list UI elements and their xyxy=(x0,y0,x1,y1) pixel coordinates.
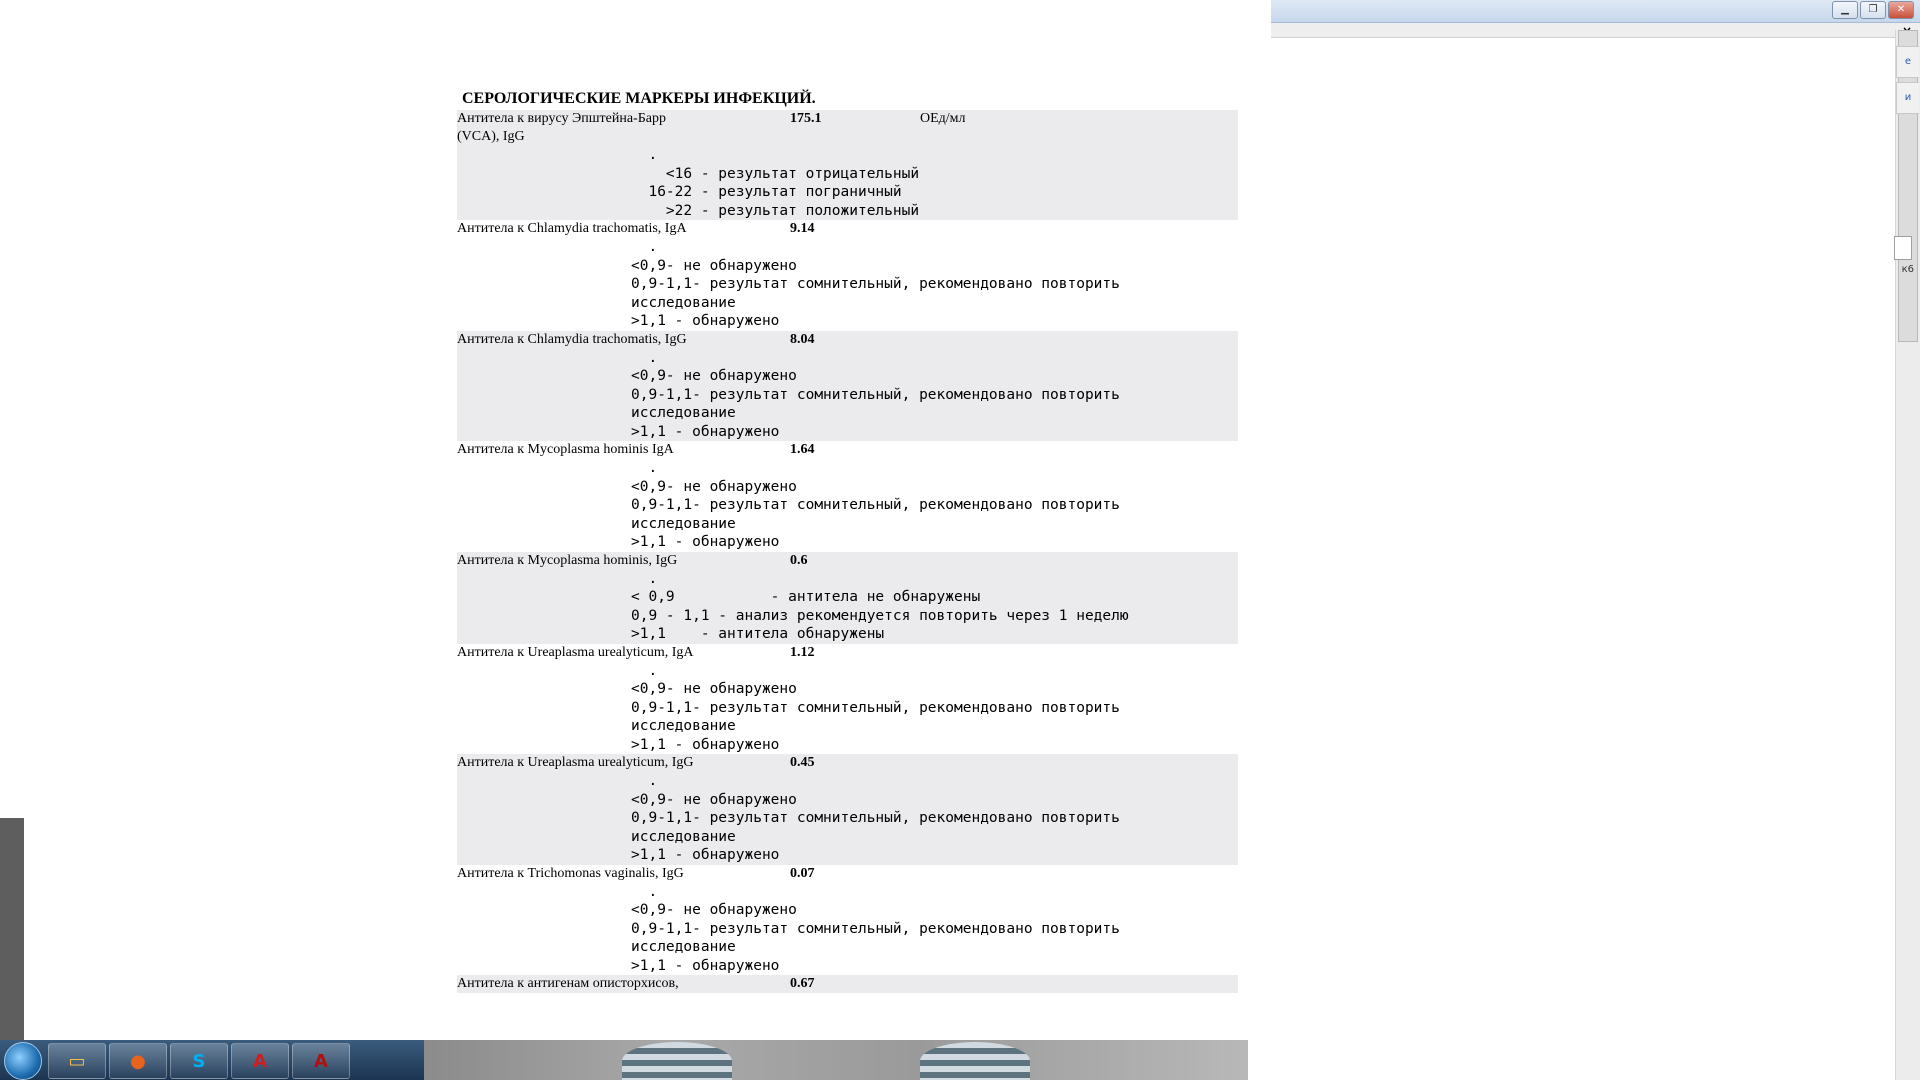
test-name: Антитела к Trichomonas vaginalis, IgG xyxy=(457,865,684,881)
reference-ranges: . <0,9- не обнаружено 0,9-1,1- результат сомнительный, рекомендовано повторить исследование >1,1 - обнаружено xyxy=(631,773,1120,863)
result-row-header xyxy=(457,331,1238,349)
windows-explorer-icon: ▭ xyxy=(68,1050,86,1072)
maximize-button[interactable]: ❐ xyxy=(1860,1,1886,19)
test-unit xyxy=(920,644,1238,662)
wallpaper-decoration xyxy=(622,1042,732,1080)
side-tabs xyxy=(1896,46,1920,118)
test-value: 0.45 xyxy=(790,755,815,770)
toolbar-strip xyxy=(1271,23,1920,38)
result-row xyxy=(457,865,1238,976)
taskbar-app-button[interactable] xyxy=(48,1043,106,1079)
test-name: Антитела к Chlamydia trachomatis, IgA xyxy=(457,221,687,236)
result-row-header xyxy=(457,644,1238,662)
section-title: СЕРОЛОГИЧЕСКИЕ МАРКЕРЫ ИНФЕКЦИЙ. xyxy=(462,90,816,107)
result-row-header xyxy=(457,552,1238,570)
acrobat-icon: A xyxy=(253,1050,267,1072)
start-button[interactable] xyxy=(4,1042,42,1080)
taskbar-app-button[interactable] xyxy=(109,1043,167,1079)
test-unit xyxy=(920,331,1238,349)
test-unit xyxy=(920,220,1238,238)
result-row-header xyxy=(457,865,1238,883)
taskbar xyxy=(0,1040,424,1080)
side-label: к6 xyxy=(1901,264,1914,275)
test-name: Антитела к Ureaplasma urealyticum, IgA xyxy=(457,644,694,660)
result-row-header xyxy=(457,975,1238,993)
results-table xyxy=(457,110,1238,993)
test-value: 0.6 xyxy=(790,552,808,568)
test-unit xyxy=(920,975,1238,993)
reference-ranges: . <0,9- не обнаружено 0,9-1,1- результат сомнительный, рекомендовано повторить исследование >1,1 - обнаружено xyxy=(631,460,1120,550)
test-name: Антитела к Mycoplasma hominis IgA xyxy=(457,442,674,457)
test-unit xyxy=(920,441,1238,459)
window-close-button[interactable]: ✕ xyxy=(1888,1,1914,19)
test-name: Антитела к вирусу Эпштейна-Барр xyxy=(457,111,666,126)
desktop-wallpaper xyxy=(424,1040,1248,1080)
background-window-titlebar xyxy=(1271,0,1920,23)
result-row-header xyxy=(457,441,1238,459)
acrobat-reader-icon: A xyxy=(314,1050,328,1072)
left-edge-panel xyxy=(0,818,24,1040)
skype-icon: S xyxy=(192,1050,206,1072)
minimize-button[interactable]: ▁ xyxy=(1832,1,1858,19)
result-row xyxy=(457,975,1238,993)
taskbar-app-button[interactable] xyxy=(170,1043,228,1079)
window-controls xyxy=(1832,1,1914,19)
side-tab-2[interactable]: и xyxy=(1896,82,1919,114)
test-value: 0.67 xyxy=(790,976,815,991)
result-row xyxy=(457,754,1238,865)
side-input-field[interactable] xyxy=(1894,236,1912,260)
test-value: 0.07 xyxy=(790,865,815,881)
result-row-header xyxy=(457,110,1238,128)
taskbar-app-button[interactable] xyxy=(231,1043,289,1079)
result-row-header xyxy=(457,220,1238,238)
test-value: 1.12 xyxy=(790,644,815,660)
test-name: Антитела к антигенам описторхисов, xyxy=(457,976,679,991)
result-row xyxy=(457,441,1238,552)
vertical-scrollbar[interactable] xyxy=(1895,30,1920,1080)
result-row xyxy=(457,220,1238,331)
taskbar-app-button[interactable] xyxy=(292,1043,350,1079)
result-row xyxy=(457,331,1238,442)
test-unit xyxy=(920,754,1238,772)
result-row xyxy=(457,644,1238,755)
result-row xyxy=(457,110,1238,220)
result-row xyxy=(457,552,1238,644)
test-unit xyxy=(920,552,1238,570)
test-unit xyxy=(920,865,1238,883)
result-row-header xyxy=(457,754,1238,772)
background-window xyxy=(1271,0,1920,1080)
test-name: Антитела к Chlamydia trachomatis, IgG xyxy=(457,331,687,347)
reference-ranges: . <0,9- не обнаружено 0,9-1,1- результат сомнительный, рекомендовано повторить исследование >1,1 - обнаружено xyxy=(631,883,1120,974)
reference-ranges: . < 0,9 - антитела не обнаружены 0,9 - 1,1 - анализ рекомендуется повторить через 1 неделю >1,1 - антитела обнаружены xyxy=(631,570,1129,642)
firefox-icon: ● xyxy=(130,1050,146,1072)
document-page xyxy=(24,0,1271,1040)
test-name-continued: (VCA), IgG xyxy=(457,129,525,144)
test-value: 9.14 xyxy=(790,221,815,236)
reference-ranges: . <16 - результат отрицательный 16-22 - результат пограничный >22 - результат положительный xyxy=(648,147,920,219)
reference-ranges: . <0,9- не обнаружено 0,9-1,1- результат сомнительный, рекомендовано повторить исследование >1,1 - обнаружено xyxy=(631,239,1120,329)
side-tab-1[interactable]: е xyxy=(1896,46,1919,78)
test-unit: ОЕд/мл xyxy=(920,111,966,126)
reference-ranges: . <0,9- не обнаружено 0,9-1,1- результат сомнительный, рекомендовано повторить исследование >1,1 - обнаружено xyxy=(631,349,1120,440)
test-value: 1.64 xyxy=(790,442,815,457)
test-name: Антитела к Mycoplasma hominis, IgG xyxy=(457,552,678,568)
test-name: Антитела к Ureaplasma urealyticum, IgG xyxy=(457,755,694,770)
test-value: 175.1 xyxy=(790,111,822,126)
wallpaper-decoration xyxy=(920,1042,1030,1080)
lab-results-document xyxy=(457,88,1238,993)
reference-ranges: . <0,9- не обнаружено 0,9-1,1- результат сомнительный, рекомендовано повторить исследование >1,1 - обнаружено xyxy=(631,662,1120,753)
test-value: 8.04 xyxy=(790,331,815,347)
